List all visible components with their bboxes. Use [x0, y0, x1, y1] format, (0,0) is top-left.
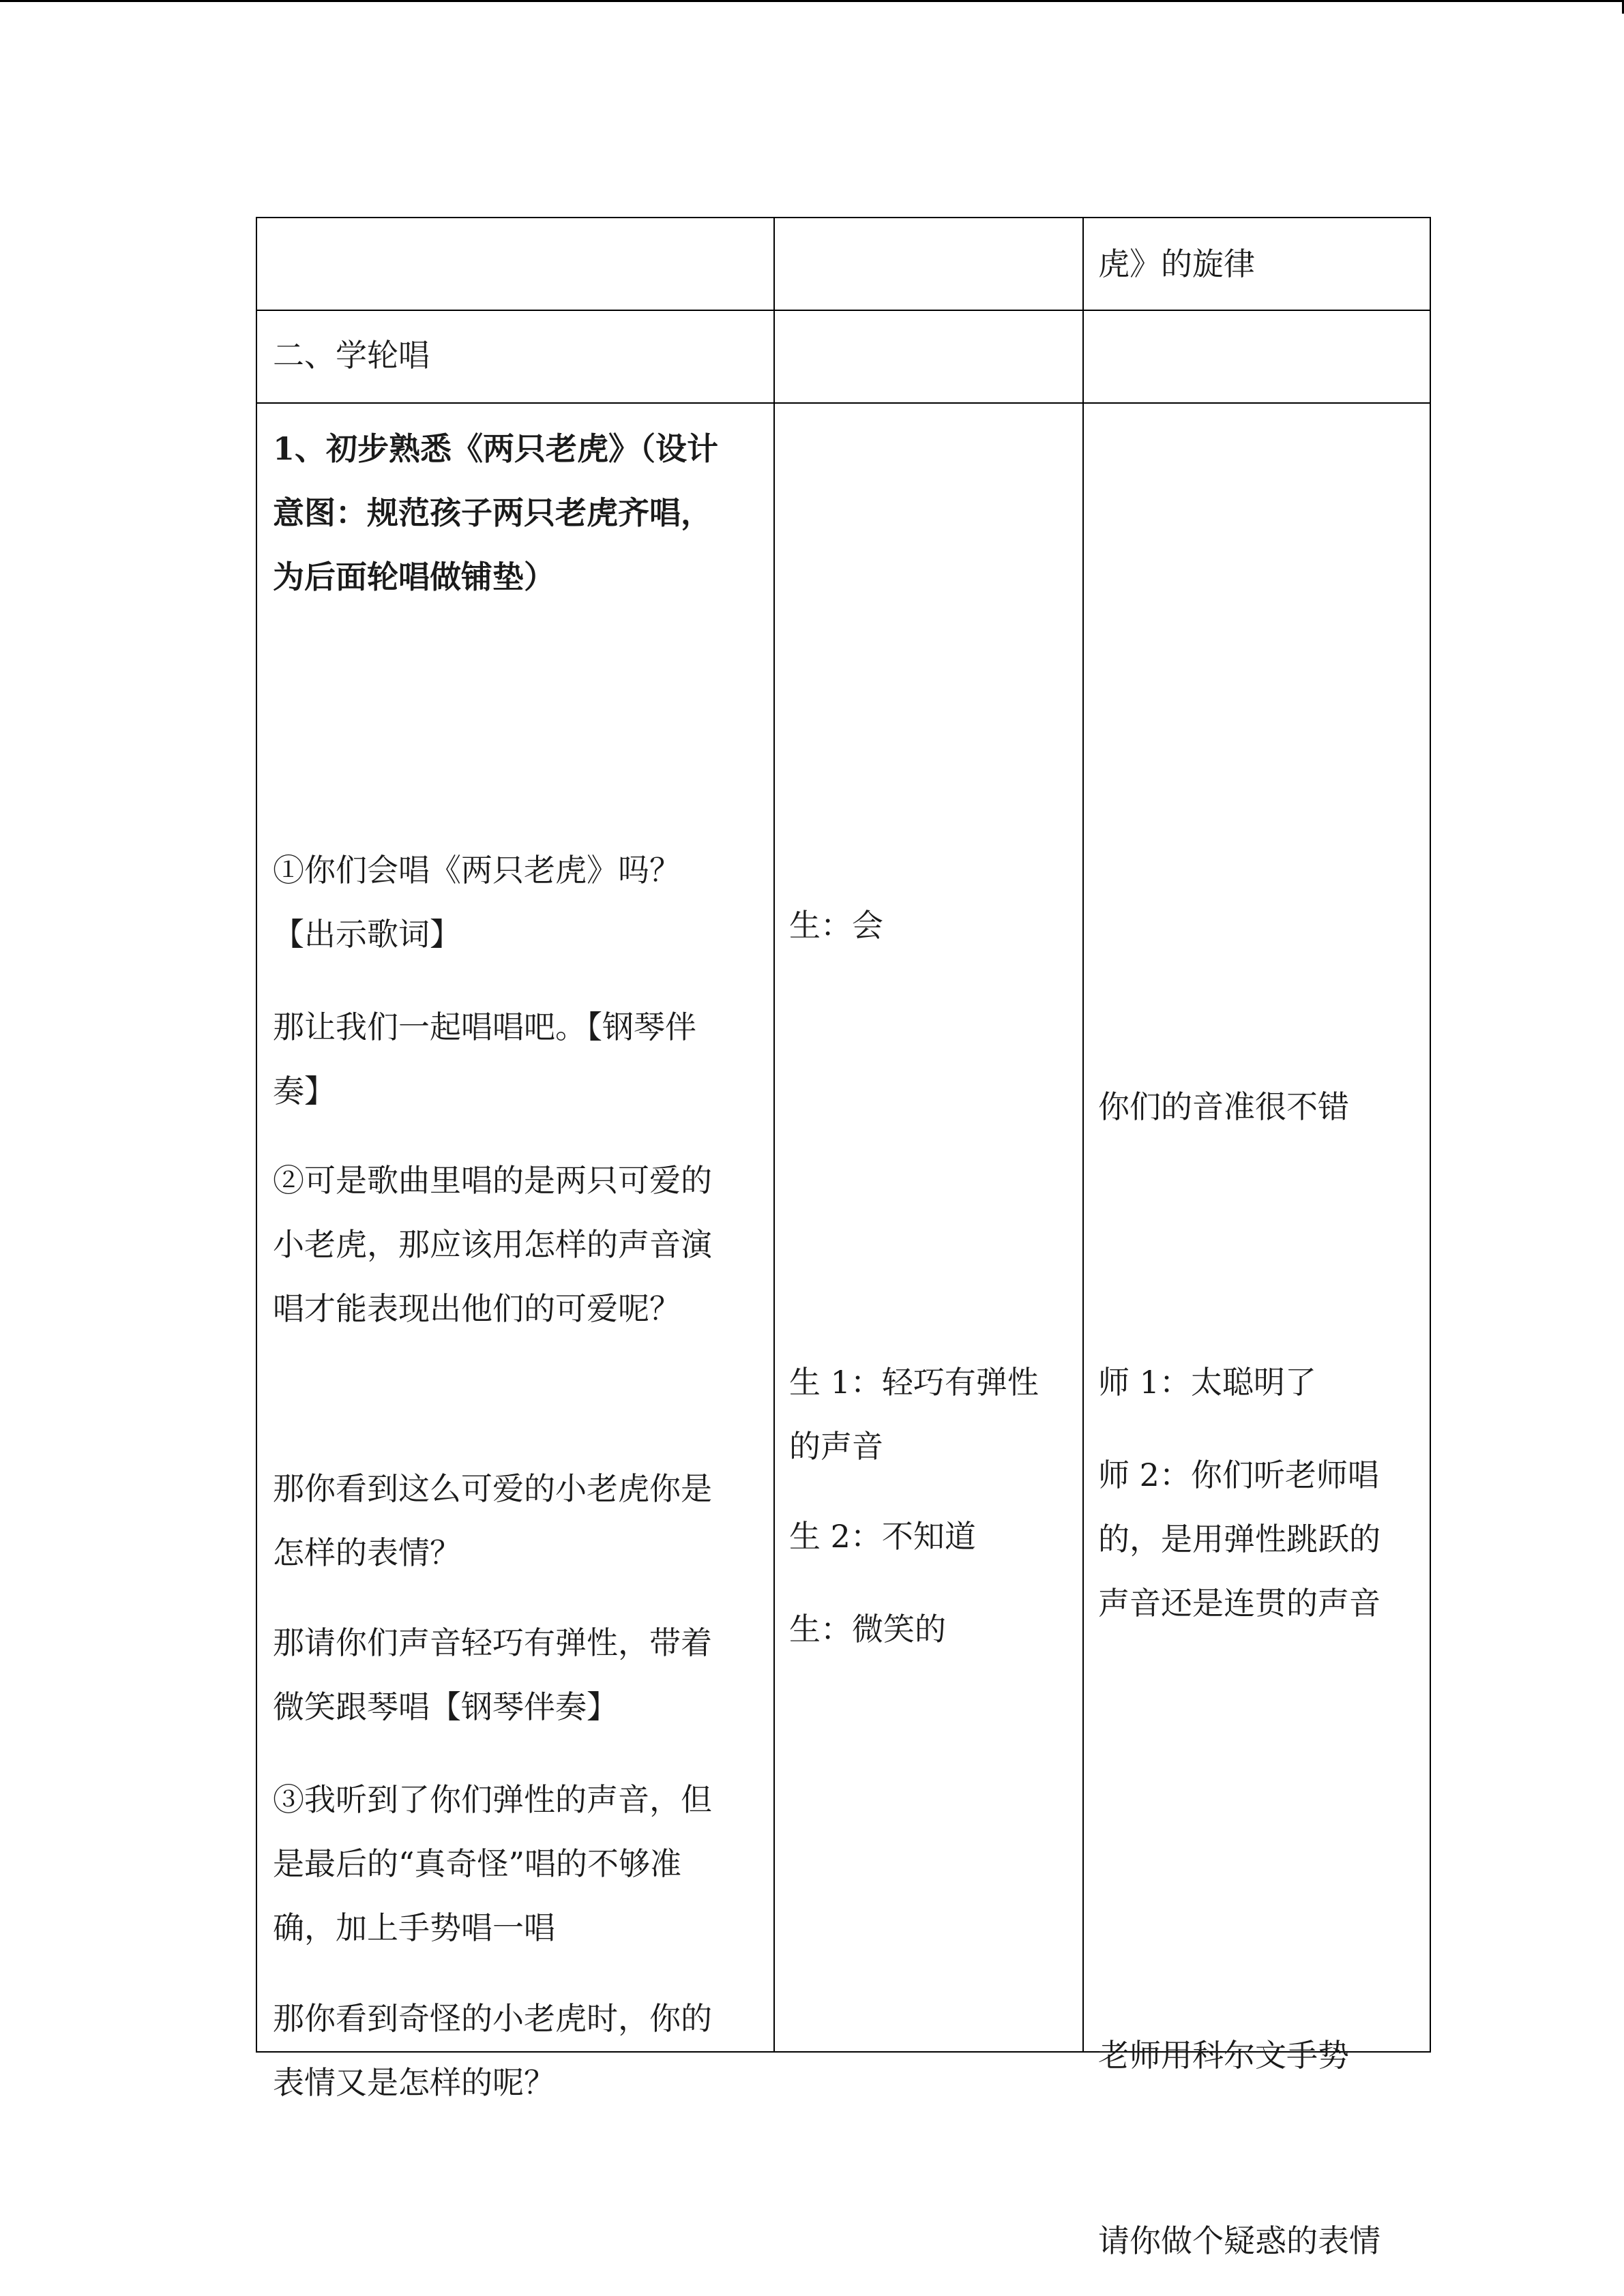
paragraph-line: 声音还是连贯的声音: [1098, 1585, 1381, 1622]
paragraph-line: ①你们会唱《两只老虎》吗？: [273, 852, 681, 889]
paragraph-line: 奏】: [273, 1073, 336, 1109]
lesson-plan-table: [256, 217, 1431, 2259]
teacher-praise: 你们的音准很不错: [1098, 1088, 1349, 1125]
smile-instruction: [273, 1611, 712, 1739]
student-answer-smile: 生：微笑的: [789, 1611, 946, 1648]
teacher-response-1: 师 1：太聪明了: [1098, 1364, 1316, 1401]
paragraph-line: 的声音: [789, 1428, 883, 1465]
student-answer-1: [789, 1350, 1039, 1478]
paragraph-line: 那你看到这么可爱的小老虎你是: [273, 1470, 712, 1507]
teacher-response-2: [1098, 1443, 1381, 1635]
paragraph-line: 【出示歌词】: [273, 916, 461, 953]
row1-col3-text: 虎》的旋律: [1098, 245, 1255, 282]
question-2: [273, 1148, 712, 1341]
strange-question: [273, 1986, 712, 2115]
paragraph-line: 那请你们声音轻巧有弹性，带着: [273, 1624, 712, 1661]
teacher-gesture-note: 老师用科尔文手势: [1098, 2037, 1349, 2074]
paragraph-line: 表情又是怎样的呢？: [273, 2064, 555, 2101]
row-divider-1: [257, 310, 1430, 311]
expression-question: [273, 1457, 712, 1585]
activity-heading: [273, 417, 718, 609]
section-heading: 二、学轮唱: [273, 337, 430, 374]
teacher-puzzled-prompt: 请你做个疑惑的表情: [1098, 2222, 1381, 2259]
student-answer-2: 生 2：不知道: [789, 1518, 976, 1555]
heading-line: 为后面轮唱做铺垫）: [273, 558, 555, 595]
sing-together-paragraph: [273, 995, 696, 1123]
paragraph-line: 唱才能表现出他们的可爱呢？: [273, 1290, 681, 1327]
question-3: [273, 1768, 712, 1960]
row-divider-2: [257, 402, 1430, 404]
column-divider-2: [1082, 218, 1084, 2051]
paragraph-line: ③我听到了你们弹性的声音，但: [273, 1781, 712, 1818]
student-answer-can: 生：会: [789, 907, 883, 944]
heading-line: 意图：规范孩子两只老虎齐唱，: [273, 494, 712, 531]
paragraph-line: 小老虎，那应该用怎样的声音演: [273, 1226, 712, 1263]
paragraph-line: 那你看到奇怪的小老虎时，你的: [273, 2000, 712, 2037]
paragraph-line: 确，加上手势唱一唱: [273, 1909, 555, 1946]
paragraph-line: 微笑跟琴唱【钢琴伴奏】: [273, 1688, 618, 1725]
paragraph-line: 那让我们一起唱唱吧。【钢琴伴: [273, 1009, 696, 1045]
paragraph-line: 生 1：轻巧有弹性: [789, 1364, 1039, 1401]
paragraph-line: ②可是歌曲里唱的是两只可爱的: [273, 1162, 712, 1199]
paragraph-line: 是最后的“真奇怪”唱的不够准: [273, 1845, 682, 1882]
page-top-border: [0, 0, 1624, 2]
heading-line: 1、初步熟悉《两只老虎》（设计: [273, 430, 719, 467]
paragraph-line: 的，是用弹性跳跃的: [1098, 1521, 1381, 1557]
column-divider-1: [773, 218, 775, 2051]
paragraph-line: 怎样的表情？: [273, 1534, 461, 1571]
question-1: [273, 838, 681, 966]
paragraph-line: 师 2：你们听老师唱: [1098, 1457, 1379, 1493]
